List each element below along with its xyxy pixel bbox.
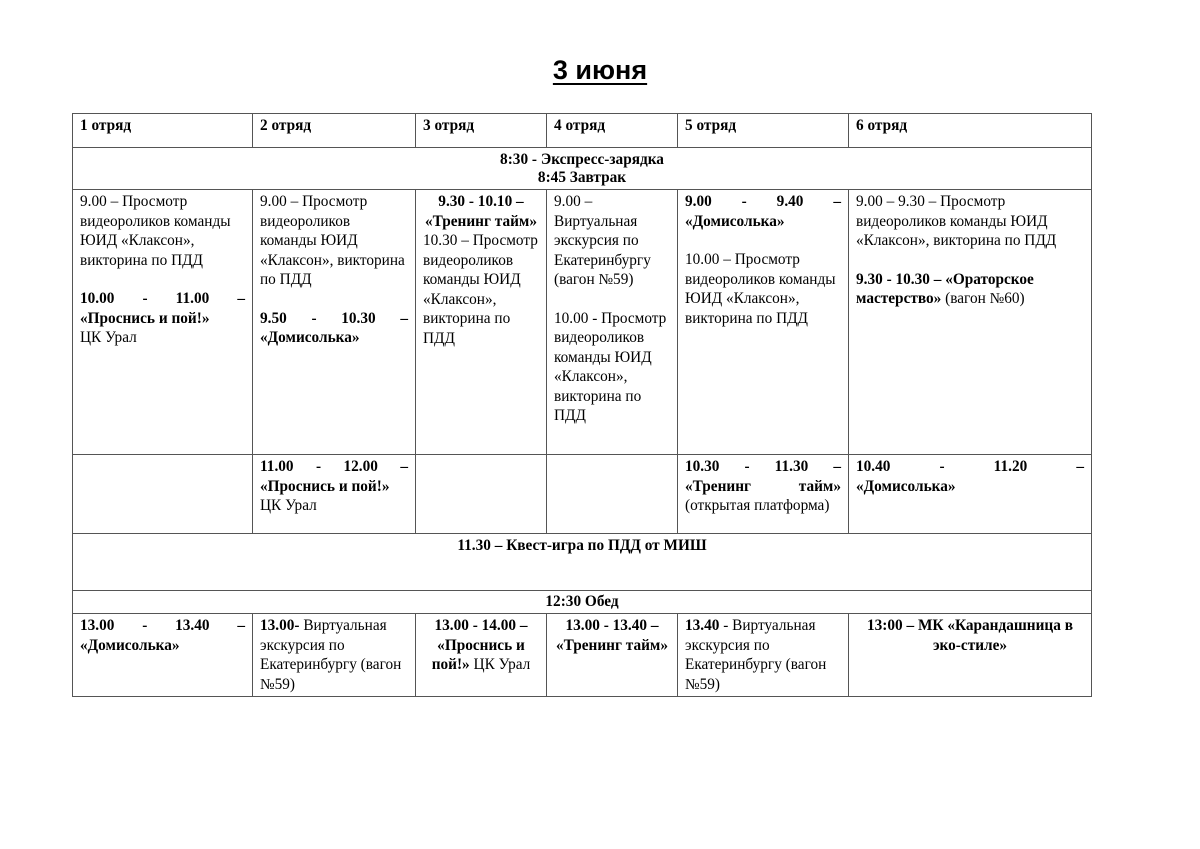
- event-name: «Проснись и пой!»: [260, 477, 390, 495]
- block1-squad-3: [416, 190, 547, 455]
- event-time: 13.40: [685, 617, 720, 634]
- event-name: «Домисолька»: [856, 477, 956, 495]
- block2-squad-4: [547, 455, 678, 534]
- header-squad-5: 5 отряд: [678, 114, 849, 148]
- event-name: «Проснись и пой!»: [80, 309, 210, 327]
- event-name: Виртуальная экскурсия по Екатеринбургу (вагон №59): [260, 617, 402, 693]
- block3-squad-4: 13.00 - 13.40 – «Тренинг тайм»: [547, 614, 678, 697]
- header-squad-1: 1 отряд: [73, 114, 253, 148]
- block3-squad-5: [678, 614, 849, 697]
- block2-squad-6: [849, 455, 1092, 534]
- schedule-table: [72, 113, 1092, 697]
- event-time: 13.00 - 13.40 –: [80, 617, 245, 634]
- lunch-cell: 12:30 Обед: [73, 591, 1092, 614]
- block1-squad-2: [253, 190, 416, 455]
- block2-squad-1: [73, 455, 253, 534]
- cell-text: 9.00 – Просмотр видеороликов команды ЮИД «Клаксон», викторина по ПДД: [260, 193, 405, 288]
- exercise-line: 8:30 - Экспресс-зарядка: [500, 151, 664, 168]
- cell-text: 10.30 – Просмотр видеороликов команды ЮИД «Клаксон», викторина по ПДД: [423, 232, 538, 347]
- event-place: (вагон №60): [945, 290, 1025, 307]
- morning-row: [73, 148, 1092, 190]
- event-name: - Виртуальная экскурсия по Екатеринбургу (вагон №59): [685, 617, 827, 693]
- header-squad-3: 3 отряд: [416, 114, 547, 148]
- event-time: 9.00 - 9.40 –: [685, 193, 841, 210]
- event-time: 10.30 - 11.30 –: [685, 458, 841, 475]
- event-time: 9.50 - 10.30 –: [260, 309, 408, 327]
- cell-text: 10.00 - Просмотр видеороликов команды ЮИД «Клаксон», викторина по ПДД: [554, 309, 667, 424]
- event-time: 13.00-: [260, 617, 300, 634]
- block2-squad-3: [416, 455, 547, 534]
- cell-text: 9.00 – Виртуальная экскурсия по Екатеринбургу (вагон №59): [554, 193, 651, 288]
- block3-squad-2: [253, 614, 416, 697]
- event-time: 10.40 - 11.20 –: [856, 458, 1084, 475]
- block2-row: [73, 455, 1092, 534]
- event-place: ЦК Урал: [80, 329, 137, 346]
- event-name: «Домисолька»: [80, 636, 180, 654]
- morning-cell: [73, 148, 1092, 190]
- quest-cell: 11.30 – Квест-игра по ПДД от МИШ: [73, 534, 1092, 591]
- block1-squad-5: [678, 190, 849, 455]
- quest-row: [73, 534, 1092, 591]
- page-title: 3 июня: [552, 55, 648, 85]
- header-row: [73, 114, 1092, 148]
- header-squad-6: 6 отряд: [849, 114, 1092, 148]
- event-place: ЦК Урал: [260, 497, 317, 514]
- event-name: «Домисолька»: [685, 212, 785, 230]
- block2-squad-2: [253, 455, 416, 534]
- event-name: «Тренинг тайм»: [685, 477, 841, 495]
- block3-squad-6: 13:00 – МК «Карандашница в эко-стиле»: [849, 614, 1092, 697]
- event-place: (открытая платформа): [685, 497, 830, 514]
- block1-squad-1: [73, 190, 253, 455]
- event-name: «Тренинг тайм»: [424, 212, 537, 230]
- event-name: 13.00 - 14.00 – «Проснись и пой!»: [431, 617, 528, 673]
- event-time: 10.00 - 11.00 –: [80, 290, 245, 307]
- block1-squad-6: [849, 190, 1092, 455]
- event-time: 9.30 - 10.10 –: [438, 193, 524, 210]
- block3-squad-3: [416, 614, 547, 697]
- event-line: [856, 270, 1084, 309]
- cell-text: 9.00 – 9.30 – Просмотр видеороликов команды ЮИД «Клаксон», викторина по ПДД: [856, 193, 1057, 249]
- block2-squad-5: [678, 455, 849, 534]
- cell-text: 9.00 – Просмотр видеороликов команды ЮИД «Клаксон», викторина по ПДД: [80, 193, 231, 269]
- block3-row: [73, 614, 1092, 697]
- breakfast-line: 8:45 Завтрак: [537, 169, 627, 186]
- header-squad-4: 4 отряд: [547, 114, 678, 148]
- event-time: 11.00 - 12.00 –: [260, 458, 408, 475]
- block1-row: [73, 190, 1092, 455]
- event-name: 9.30 - 10.30 – «Ораторское мастерство»: [856, 270, 1034, 307]
- block1-squad-4: [547, 190, 678, 455]
- block3-squad-1: [73, 614, 253, 697]
- header-squad-2: 2 отряд: [253, 114, 416, 148]
- lunch-row: [73, 591, 1092, 614]
- event-place: ЦК Урал: [473, 656, 531, 673]
- cell-text: 10.00 – Просмотр видеороликов команды ЮИД «Клаксон», викторина по ПДД: [685, 251, 836, 327]
- event-name: «Домисолька»: [260, 329, 360, 346]
